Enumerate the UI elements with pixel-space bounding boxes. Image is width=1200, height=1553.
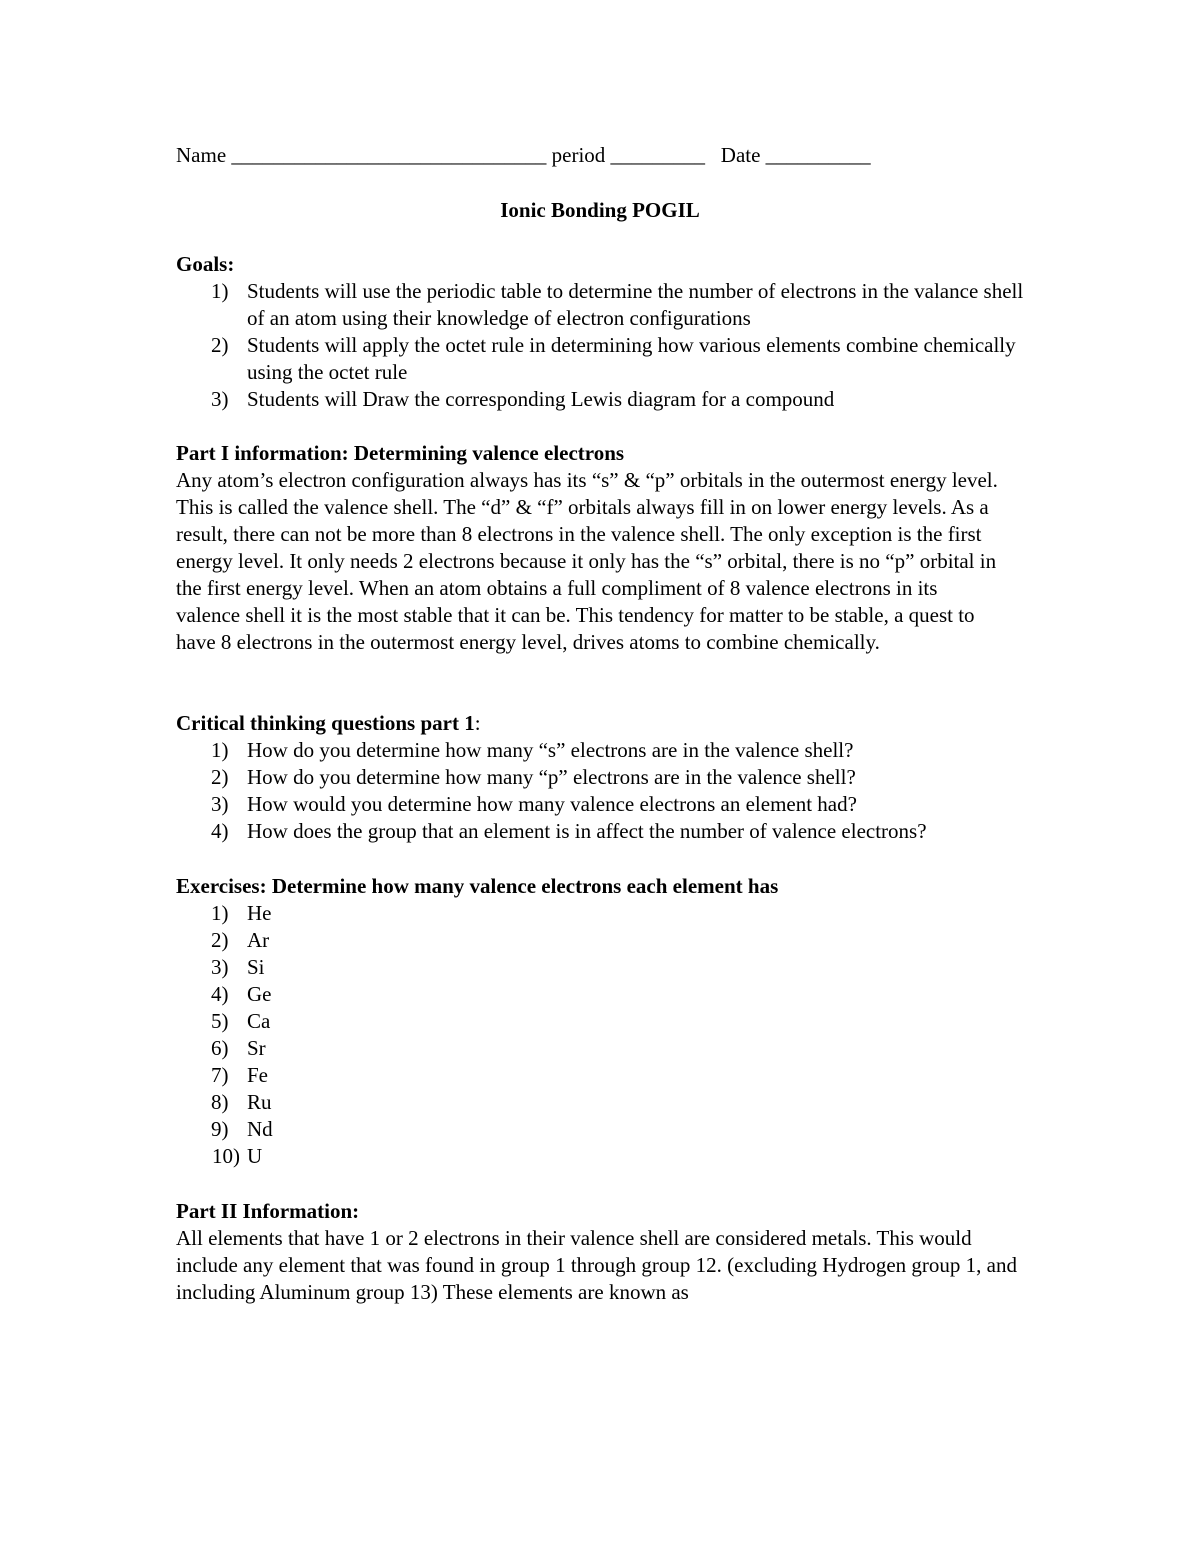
goals-heading: Goals: — [176, 252, 235, 276]
critical-thinking-heading-text: Critical thinking questions part 1 — [176, 711, 475, 735]
exercise-number: 7) — [211, 1063, 229, 1087]
exercise-item — [176, 900, 1026, 927]
question-text: How do you determine how many “s” electrons are in the valence shell? — [247, 738, 854, 762]
goal-text: Students will Draw the corresponding Lewis diagram for a compound — [247, 387, 835, 411]
goal-text: Students will use the periodic table to determine the number of electrons in the valance shell of an atom using their knowledge of electron configurations — [247, 279, 1024, 330]
exercises-heading: Exercises: Determine how many valence electrons each element has — [176, 874, 779, 898]
element-symbol: Ar — [247, 928, 270, 952]
element-symbol: Ca — [247, 1009, 271, 1033]
exercise-number: 1) — [211, 901, 229, 925]
critical-thinking-list — [176, 737, 1026, 845]
element-symbol: He — [247, 901, 272, 925]
part1-heading: Part I information: Determining valence electrons — [176, 441, 625, 465]
name-period-date-line: Name ______________________________ period _________ Date __________ — [176, 143, 871, 167]
part2-paragraph: All elements that have 1 or 2 electrons in their valence shell are considered metals. This would include any element that was found in group 1 through group 12. (excluding Hydrogen group 1, and including Aluminum group 13) These elements are known as — [176, 1226, 1017, 1304]
element-symbol: Ge — [247, 982, 272, 1006]
exercises-list — [176, 900, 1026, 1170]
goal-number: 2) — [211, 333, 229, 357]
exercise-number: 4) — [211, 982, 229, 1006]
goal-item — [176, 386, 1026, 413]
exercise-number: 2) — [211, 928, 229, 952]
exercise-item — [176, 1008, 1026, 1035]
goals-list — [176, 278, 1026, 413]
page-title: Ionic Bonding POGIL — [500, 198, 700, 222]
part2-section — [176, 1198, 1026, 1306]
exercise-number: 6) — [211, 1036, 229, 1060]
exercise-number: 3) — [211, 955, 229, 979]
goal-item — [176, 332, 1026, 386]
question-number: 3) — [211, 792, 229, 816]
exercise-item — [176, 1116, 1026, 1143]
exercise-number: 10) — [212, 1144, 240, 1168]
critical-thinking-heading — [176, 710, 1026, 737]
element-symbol: Fe — [247, 1063, 268, 1087]
exercise-item — [176, 1143, 1026, 1170]
part1-section — [176, 440, 1026, 656]
element-symbol: Si — [247, 955, 265, 979]
goal-number: 3) — [211, 387, 229, 411]
critical-thinking-section — [176, 710, 1026, 845]
exercise-item — [176, 1062, 1026, 1089]
exercise-item — [176, 1035, 1026, 1062]
goal-number: 1) — [211, 279, 229, 303]
exercise-item — [176, 927, 1026, 954]
question-number: 1) — [211, 738, 229, 762]
goals-section — [176, 251, 1026, 413]
question-number: 2) — [211, 765, 229, 789]
element-symbol: Sr — [247, 1036, 266, 1060]
exercise-item — [176, 954, 1026, 981]
question-text: How would you determine how many valence electrons an element had? — [247, 792, 857, 816]
part1-paragraph: Any atom’s electron configuration always has its “s” & “p” orbitals in the outermost energy level. This is called the valence shell. The “d” & “f” orbitals always fill in on lower energy levels. As a result, there can not be more than 8 electrons in the valence shell. The only exception is the first energy level. It only needs 2 electrons because it only has the “s” orbital, there is no “p” orbital in the first energy level. When an atom obtains a full compliment of 8 valence electrons in its valence shell it is the most stable that it can be. This tendency for matter to be stable, a quest to have 8 electrons in the outermost energy level, drives atoms to combine chemically. — [176, 468, 998, 654]
question-item — [176, 737, 1026, 764]
exercise-item — [176, 1089, 1026, 1116]
exercise-item — [176, 981, 1026, 1008]
question-item — [176, 791, 1026, 818]
element-symbol: U — [247, 1144, 263, 1168]
question-text: How does the group that an element is in affect the number of valence electrons? — [247, 819, 927, 843]
element-symbol: Ru — [247, 1090, 272, 1114]
goal-text: Students will apply the octet rule in determining how various elements combine chemically using the octet rule — [247, 333, 1016, 384]
critical-thinking-heading-colon: : — [474, 711, 481, 735]
exercise-number: 9) — [211, 1117, 229, 1141]
exercise-number: 8) — [211, 1090, 229, 1114]
question-item — [176, 764, 1026, 791]
exercises-section — [176, 873, 1026, 1170]
goal-item — [176, 278, 1026, 332]
question-text: How do you determine how many “p” electrons are in the valence shell? — [247, 765, 856, 789]
part2-heading: Part II Information: — [176, 1199, 360, 1223]
element-symbol: Nd — [247, 1117, 273, 1141]
exercise-number: 5) — [211, 1009, 229, 1033]
question-number: 4) — [211, 819, 229, 843]
question-item — [176, 818, 1026, 845]
